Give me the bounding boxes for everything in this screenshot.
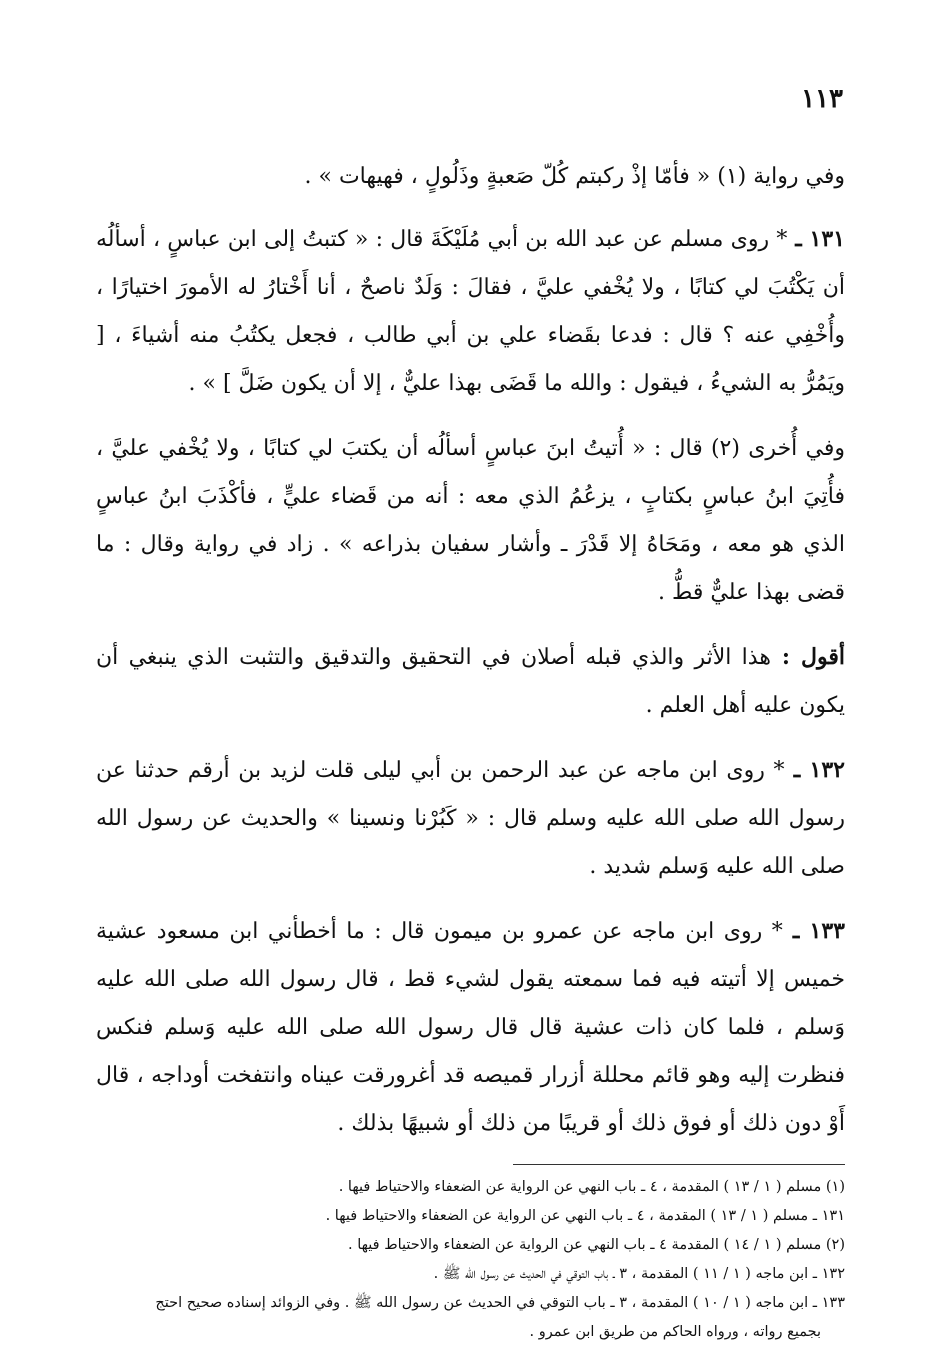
footnote: ١٣١ ـ مسلم ( ١ / ١٣ ) المقدمة ، ٤ ـ باب النهي عن الرواية عن الضعفاء والاحتياط فيها . (325, 1208, 845, 1224)
paragraph-hadith-132 (96, 746, 845, 891)
paragraph-another-narration (96, 424, 845, 617)
paragraph-text: وفي رواية (١) « فأمّا إذْ ركبتم كُلّ صَعبةٍ وذَلُولٍ ، فهيهات » . (304, 164, 845, 189)
footnote-divider (513, 1164, 845, 1165)
paragraph-text: * روى مسلم عن عبد الله بن أبي مُلَيْكَةَ قال : « كتبتُ إلى ابن عباسٍ ، أسألُه أن يَكْتُبَ لي كتابًا ، ولا يُخْفي عليَّ ، فقالَ : وَلَدٌ ناصحٌ ، أنا أَخْتارُ له الأمورَ اختيارًا ، وأُخْفِي عنه ؟ قال : فدعا بقَضاء علي بن أبي طالب ، فجعل يكتُبُ منه أشياءَ ، [ ويَمُرُّ به الشيءُ ، فيقول : والله ما قَضَى بهذا عليٌّ ، إلا أن يكون ضَلَّ ] » . (96, 227, 845, 396)
paragraph-lead: ١٣١ ـ (787, 226, 845, 252)
paragraph-lead: أقول : (770, 644, 845, 670)
footnote: (١) مسلم ( ١ / ١٣ ) المقدمة ، ٤ ـ باب النهي عن الرواية عن الضعفاء والاحتياط فيها . (338, 1179, 845, 1195)
paragraph-lead: ١٣٣ ـ (782, 918, 845, 944)
paragraph-hadith-133 (96, 907, 845, 1148)
footnote: ١٣٣ ـ ابن ماجه ( ١ / ١٠ ) المقدمة ، ٣ ـ باب التوقي في الحديث عن رسول الله ﷺ . وفي الزوائد إسناده صحيح احتج (155, 1295, 845, 1311)
footnotes (96, 1173, 845, 1347)
paragraph-text: * روى ابن ماجه عن عبد الرحمن بن أبي ليلى قلت لزيد بن أرقم حدثنا عن رسول الله صلى الله عليه وسلم قال : « كَبُرْنا ونسينا » والحديث عن رسول الله صلى الله عليه وَسلم شديد . (96, 758, 845, 879)
paragraph-lead: ١٣٢ ـ (784, 757, 845, 783)
page-number: ١١٣ (801, 84, 843, 114)
paragraph-text: هذا الأثر والذي قبله أصلان في التحقيق والتدقيق والتثبت الذي ينبغي أن يكون عليه أهل العلم . (96, 645, 845, 718)
paragraph-text: * روى ابن ماجه عن عمرو بن ميمون قال : ما أخطأني ابن مسعود عشية خميس إلا أتيته فيه فما سمعته يقول لشيء قط ، قال رسول الله صلى الله عليه وَسلم ، فلما كان ذات عشية قال قال رسول الله صلى الله عليه وَسلم فنكس فنظرت إليه وهو قائم محللة أزرار قميصه قد أغرورقت عيناه وانتفخت أوداجه ، قال أَوْ دون ذلك أو فوق ذلك أو قريبًا من ذلك أو شبيهًا بذلك . (96, 919, 845, 1136)
paragraph-text: وفي أُخرى (٢) قال : « أُتيتُ ابنَ عباسٍ أسألُه أن يكتبَ لي كتابًا ، ولا يُخْفي عليَّ ، فأُتِيَ ابنُ عباسٍ بكتابٍ ، يزعُمُ الذي معه : أنه من قَضاء عليٍّ ، فأكْذَبَ ابنُ عباسٍ الذي هو معه ، ومَحَاهُ إلا قَدْرَ ـ وأشار سفيان بذراعه » . زاد في رواية وقال : ما قضى بهذا عليٌّ قطُّ . (96, 436, 846, 605)
paragraph-other-narration (96, 152, 845, 201)
footnote: (٢) مسلم ( ١ / ١٤ ) المقدمة ٤ ـ باب النهي عن الرواية عن الضعفاء والاحتياط فيها . (347, 1237, 845, 1253)
paragraph-hadith-131 (96, 215, 845, 408)
footnote-continuation: بجميع رواته ، ورواه الحاكم من طريق ابن عمرو . (529, 1324, 821, 1340)
footnote: ١٣٢ ـ ابن ماجه ( ١ / ١١ ) المقدمة ، ٣ ـ باب التوقي في الحديث عن رسول الله ﷺ . (433, 1266, 845, 1282)
paragraph-commentary (96, 633, 845, 730)
